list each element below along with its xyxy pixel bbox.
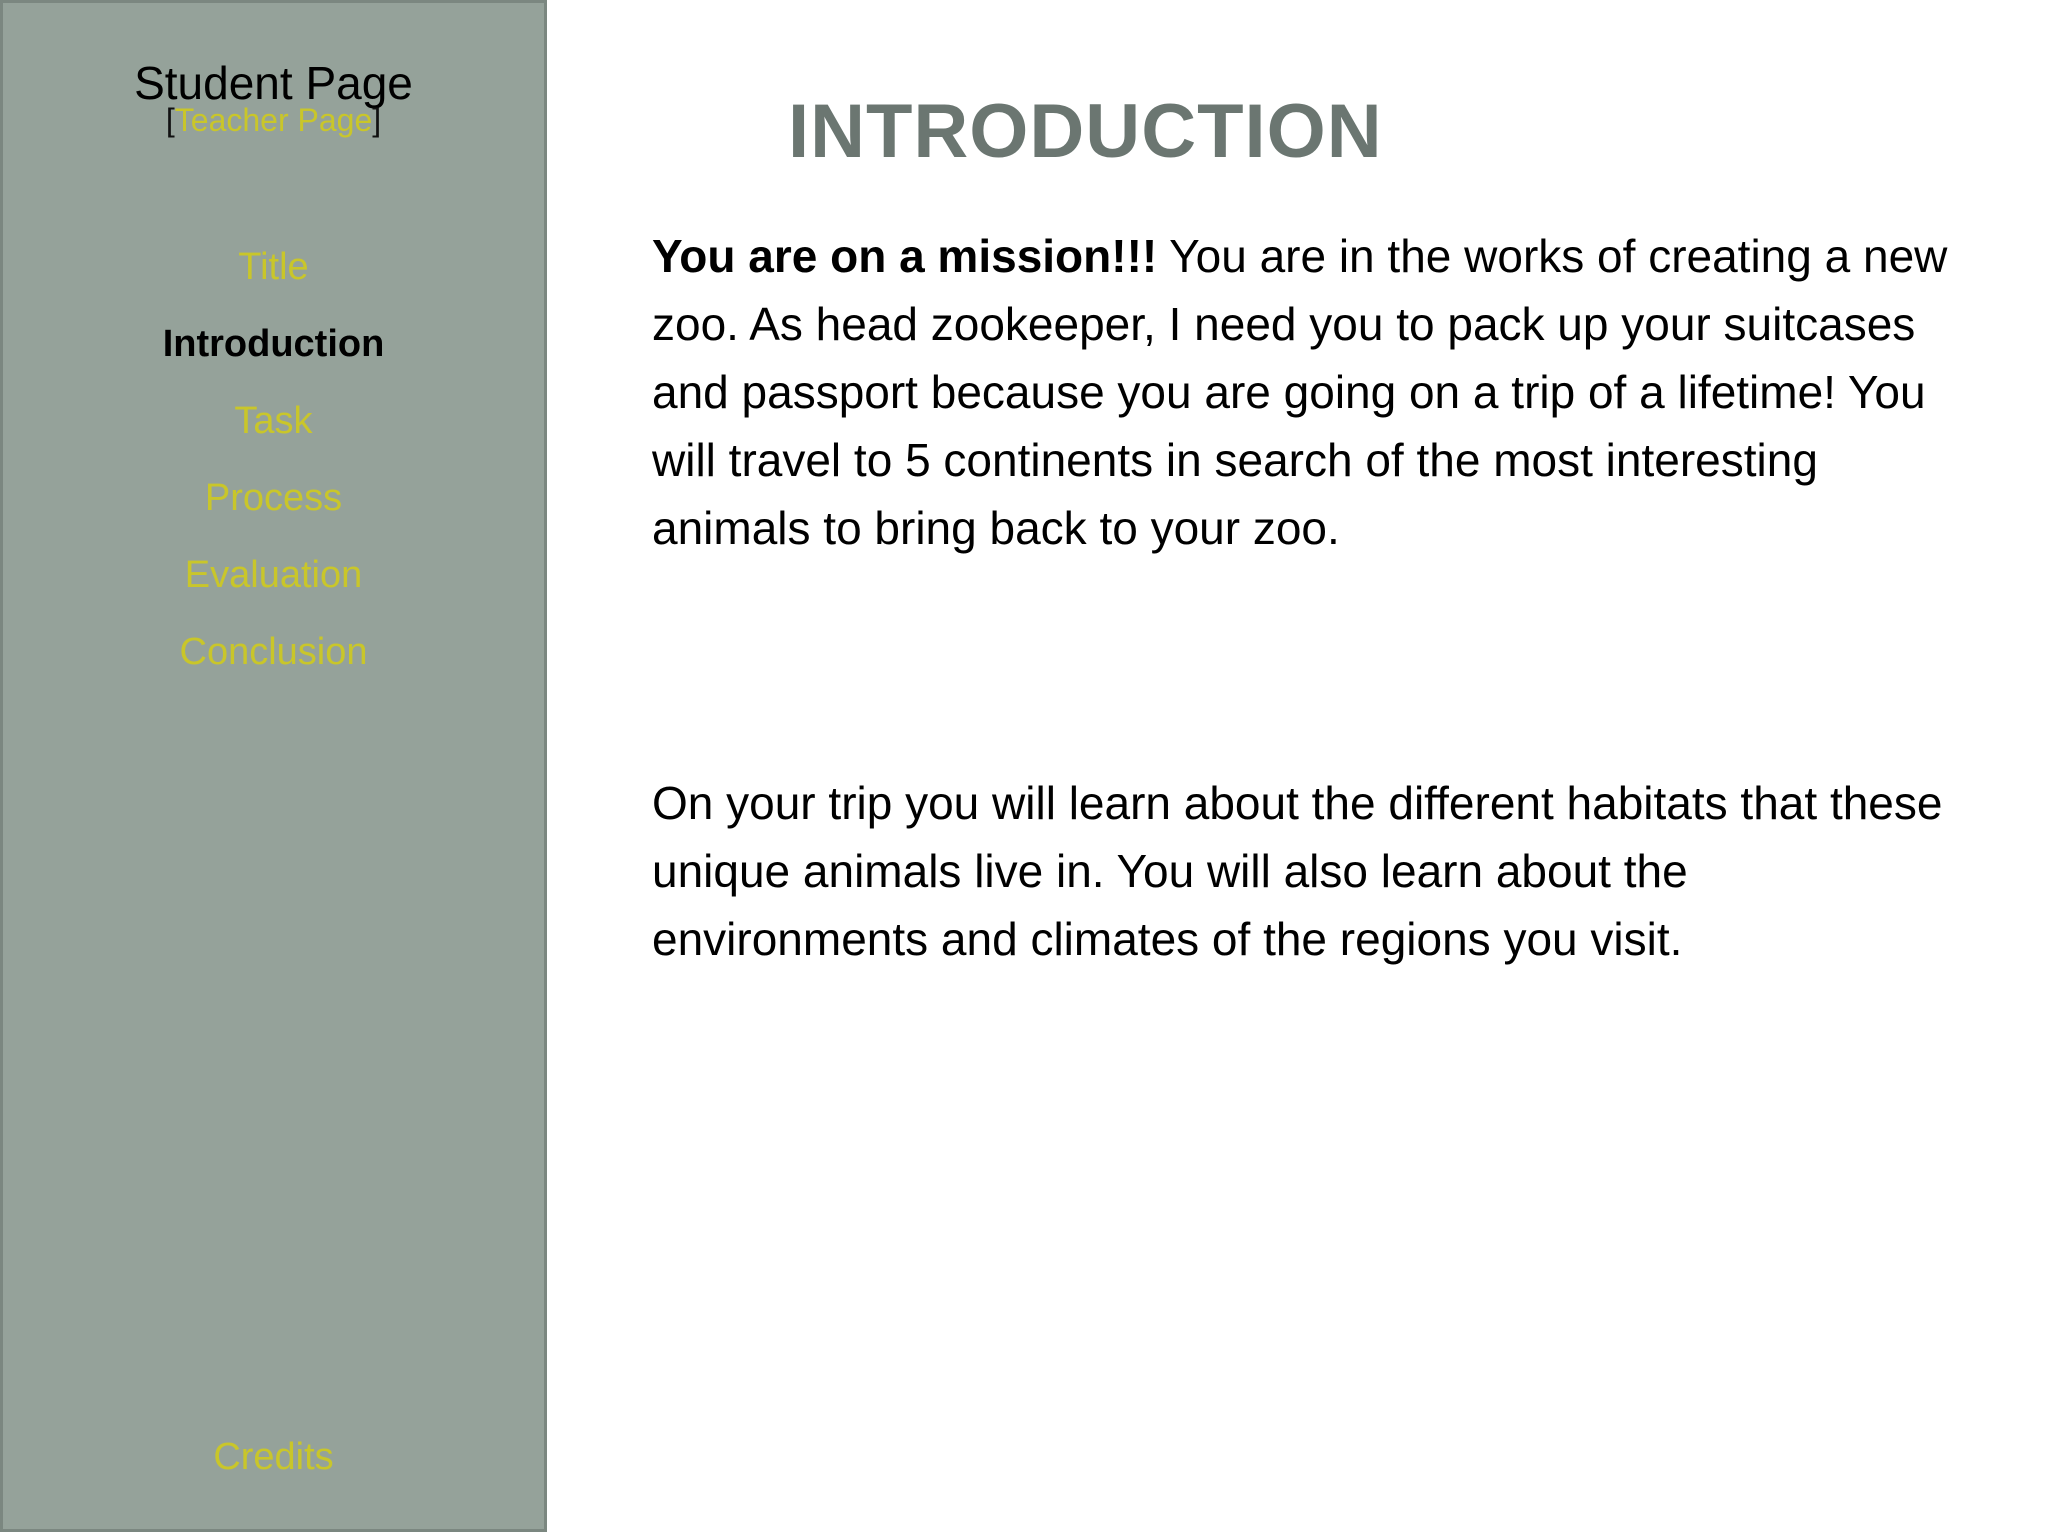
bracket-open: [: [165, 102, 175, 138]
intro-paragraph-1: [652, 222, 1952, 562]
student-page-label: Student Page: [134, 57, 413, 109]
bracket-close: ]: [372, 102, 382, 138]
teacher-page-line: [3, 103, 544, 137]
mission-lead: You are on a mission!!!: [652, 230, 1158, 282]
nav-item-evaluation[interactable]: Evaluation: [184, 554, 363, 596]
sidebar-nav: [3, 241, 544, 703]
sidebar-header: [3, 55, 544, 137]
intro-paragraph-2: On your trip you will learn about the different habitats that these unique animals live in. You will also learn about the environments and climates of the regions you visit.: [652, 777, 1943, 965]
nav-item-conclusion[interactable]: Conclusion: [179, 631, 368, 673]
nav-item-title[interactable]: Title: [238, 246, 309, 288]
teacher-page-link[interactable]: Teacher Page: [174, 102, 373, 138]
page-title: INTRODUCTION: [788, 89, 1383, 174]
nav-item-credits[interactable]: Credits: [213, 1436, 334, 1478]
sidebar: [0, 0, 547, 1532]
nav-item-process[interactable]: Process: [204, 477, 343, 519]
nav-item-introduction[interactable]: Introduction: [162, 323, 385, 365]
intro-paragraph-1-body: You are in the works of creating a new zoo. As head zookeeper, I need you to pack up your suitcases and passport because you are going on a trip of a lifetime! You will travel to 5 continents in search of the most interesting animals to bring back to your zoo.: [652, 230, 1948, 554]
nav-item-task[interactable]: Task: [234, 400, 313, 442]
